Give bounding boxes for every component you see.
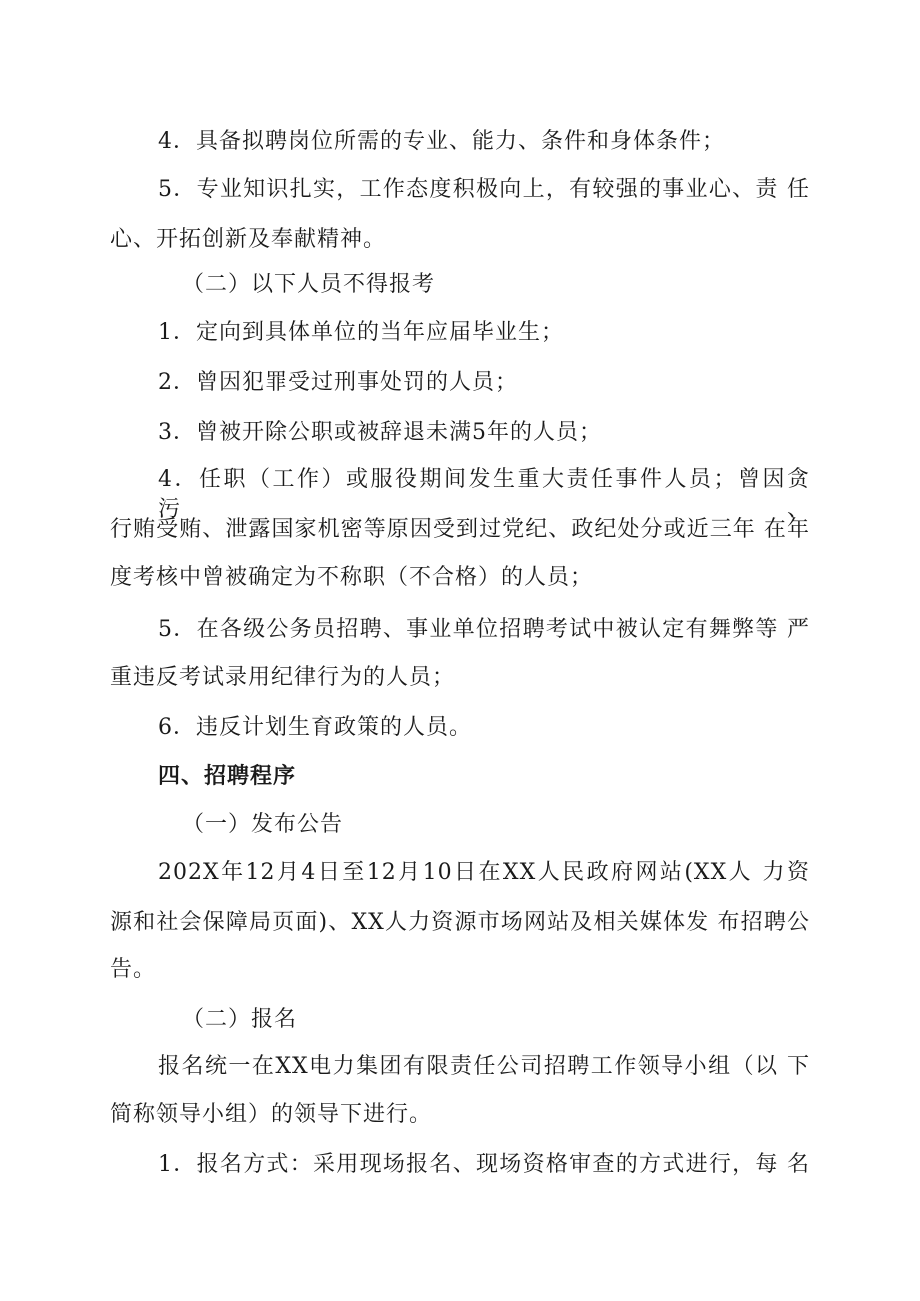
section-subheading: （二）报名 [182, 1007, 298, 1032]
list-item: 4．具备拟聘岗位所需的专业、能力、条件和身体条件； [158, 129, 725, 154]
list-item: 6．违反计划生育政策的人员。 [158, 715, 472, 740]
paragraph-line: 4．任职（工作）或服役期间发生重大责任事件人员；曾因贪污、 [158, 467, 810, 522]
paragraph-line: 源和社会保障局页面)、XX人力资源市场网站及相关媒体发 布招聘公 [110, 910, 810, 935]
paragraph-line: 202X年12月4日至12月10日在XX人民政府网站(XX人 力资 [158, 860, 810, 885]
list-item: 1．报名方式：采用现场报名、现场资格审查的方式进行，每 名 [158, 1152, 810, 1177]
paragraph-line: 报名统一在XX电力集团有限责任公司招聘工作领导小组（以 下 [158, 1054, 810, 1079]
paragraph-line: 告。 [110, 957, 157, 982]
paragraph-line: 重违反考试录用纪律行为的人员； [110, 665, 456, 690]
section-subheading: （二）以下人员不得报考 [182, 272, 436, 297]
section-subheading: （一）发布公告 [182, 812, 344, 837]
paragraph-line: 5．专业知识扎实，工作态度积极向上，有较强的事业心、责 任 [158, 177, 810, 202]
list-item: 3．曾被开除公职或被辞退未满5年的人员； [158, 420, 602, 445]
list-item: 1．定向到具体单位的当年应届毕业生； [158, 320, 564, 345]
paragraph-line: 简称领导小组）的领导下进行。 [110, 1102, 433, 1127]
section-heading: 四、招聘程序 [158, 764, 297, 789]
paragraph-line: 度考核中曾被确定为不称职（不合格）的人员； [110, 565, 594, 590]
paragraph-line: 5．在各级公务员招聘、事业单位招聘考试中被认定有舞弊等 严 [158, 617, 810, 642]
list-item: 2．曾因犯罪受过刑事处罚的人员； [158, 370, 518, 395]
paragraph-line: 行贿受贿、泄露国家机密等原因受到过党纪、政纪处分或近三年 在年 [110, 517, 810, 542]
paragraph-line: 心、开拓创新及奉献精神。 [110, 227, 387, 252]
